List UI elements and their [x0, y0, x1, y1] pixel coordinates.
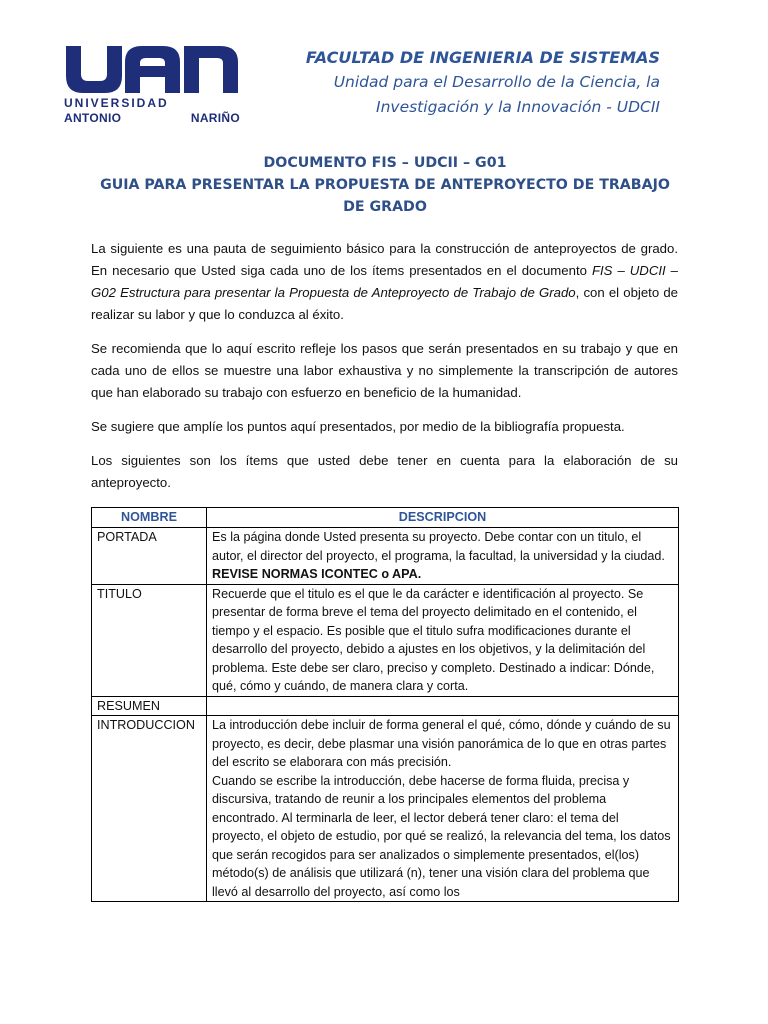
table-row [92, 716, 679, 902]
document-subtitle: GUIA PARA PRESENTAR LA PROPUESTA DE ANTEPROYECTO DE TRABAJO DE GRADO [100, 177, 670, 215]
logo-line-antonio-narino: ANTONIO NARIÑO [64, 111, 240, 125]
unit-line-1: Unidad para el Desarrollo de la Ciencia, la [333, 73, 660, 91]
paragraph-intro-end: , con el objeto de realizar su labor y que lo conduzca al éxito. [91, 285, 678, 322]
row-description [207, 528, 679, 585]
items-table [91, 507, 679, 902]
document-title [90, 152, 680, 218]
row-name: RESUMEN [92, 696, 207, 716]
unit-line-2: Investigación y la Innovación - UDCII [376, 98, 660, 116]
row-name: TITULO [92, 584, 207, 696]
paragraph-bibliography: Se sugiere que amplíe los puntos aquí presentados, por medio de la bibliografía propuesta. [91, 419, 625, 434]
row-description [207, 696, 679, 716]
paragraph-recommendation: Se recomienda que lo aquí escrito refleje los pasos que serán presentados en su trabajo y que en cada uno de ellos se muestre una labor exhaustiva y no simplemente la transcripción de autores que han elaborado su trabajo con esfuerzo en beneficio de la humanidad. [91, 341, 678, 400]
row-description-bold: REVISE NORMAS ICONTEC o APA. [212, 567, 422, 581]
row-description-text: La introducción debe incluir de forma general el qué, cómo, dónde y cuándo de su proyecto, es decir, debe plasmar una visión panorámica de lo que en otras partes del escrito se elaborara con más precisión. [212, 718, 671, 769]
row-description [207, 716, 679, 902]
logo-line-universidad: UNIVERSIDAD [64, 96, 169, 110]
table-row [92, 696, 679, 716]
table-row [92, 528, 679, 585]
table-header-row [92, 508, 679, 528]
table-row [92, 584, 679, 696]
university-logo [62, 44, 242, 128]
referenced-document-title: FIS – UDCII – G02 Estructura para presentar la Propuesta de Anteproyecto de Trabajo de Grado [91, 263, 678, 300]
row-description-continuation: Cuando se escribe la introducción, debe hacerse de forma fluida, precisa y discursiva, tratando de reunir a los principales elementos del problema encontrado. Al terminarla de leer, el lector deberá tener claro: el tema del proyecto, el objeto de estudio, por qué se realizó, la relevancia del tema, los datos que serán recogidos para ser analizados o simplemente presentados, el(los) método(s) de análisis que utilizará (n), tener una visión clara del problema que llevó al desarrollo del proyecto, así como los [212, 773, 671, 899]
faculty-name: FACULTAD DE INGENIERIA DE SISTEMAS [305, 48, 660, 67]
row-description: Recuerde que el titulo es el que le da carácter e identificación al proyecto. Se presentar de forma breve el tema del proyecto delimitado en el contenido, el tiempo y el espacio. Es posible que el titulo sufra modificaciones durante el desarrollo del proyecto, debido a ajustes en los objetivos, y la delimitación del problema. Este debe ser claro, preciso y completo. Destinado a indicar: Dónde, qué, cómo y cuándo, de manera clara y corta. [207, 584, 679, 696]
row-name: PORTADA [92, 528, 207, 585]
column-header-nombre: NOMBRE [92, 508, 207, 528]
document-body [91, 238, 678, 494]
document-code: DOCUMENTO FIS – UDCII – G01 [263, 155, 507, 171]
paragraph-intro-start: La siguiente es una pauta de seguimiento básico para la construcción de anteproyectos de grado. En necesario que Usted siga cada uno de los ítems presentados en el documento [91, 241, 678, 278]
uan-logo-letters [62, 44, 242, 96]
paragraph-intro [91, 238, 678, 326]
faculty-header [280, 46, 660, 120]
column-header-descripcion: DESCRIPCION [207, 508, 679, 528]
paragraph-items: Los siguientes son los ítems que usted debe tener en cuenta para la elaboración de su anteproyecto. [91, 453, 678, 490]
row-name: INTRODUCCION [92, 716, 207, 902]
row-description-text: Es la página donde Usted presenta su proyecto. Debe contar con un titulo, el autor, el director del proyecto, el programa, la facultad, la universidad y la ciudad. [212, 530, 665, 563]
